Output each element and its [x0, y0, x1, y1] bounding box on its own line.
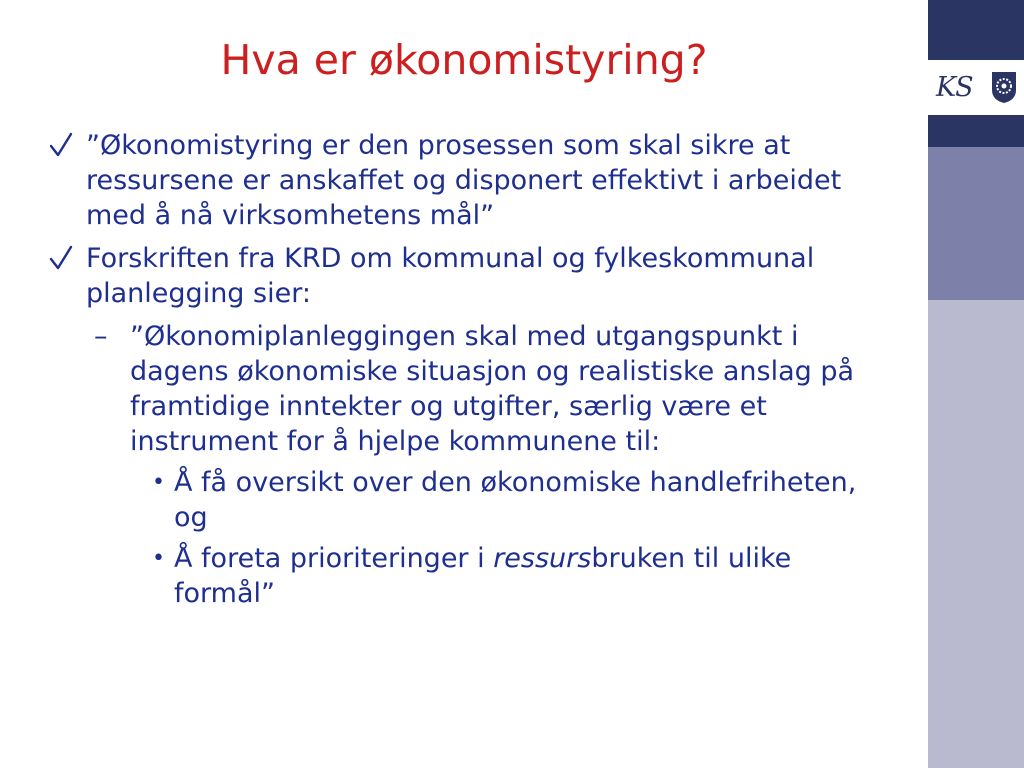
- slide-content: [48, 128, 878, 617]
- checkmark-icon: [48, 130, 74, 160]
- sub-sub-bullet-text-start: Å foreta prioriteringer i: [174, 543, 494, 574]
- bullet-text: Forskriften fra KRD om kommunal og fylkeskommunal planlegging sier:: [86, 243, 815, 309]
- logo-text: KS: [936, 72, 973, 103]
- sub-sub-bullet-text: Å få oversikt over den økonomiske handlefriheten, og: [174, 467, 857, 533]
- sidebar-band-top: [928, 0, 1024, 60]
- sidebar-band-light: [928, 300, 1024, 768]
- italic-word: ressurs: [493, 543, 592, 574]
- bullet-definition: [48, 128, 878, 233]
- ks-logo: [932, 68, 1022, 108]
- ks-seal-icon: [988, 70, 1020, 104]
- checkmark-icon: [48, 243, 74, 273]
- decorative-sidebar: [928, 0, 1024, 768]
- sub-sub-bullet-priorities: [48, 541, 878, 611]
- dot-marker: •: [152, 546, 165, 571]
- slide-title: Hva er økonomistyring?: [220, 36, 708, 84]
- bullet-regulation: [48, 241, 878, 311]
- sub-bullet-quote: [48, 319, 878, 459]
- bullet-text: ”Økonomistyring er den prosessen som skal sikre at ressursene er anskaffet og disponert effektivt i arbeidet med å nå virksomhetens mål”: [86, 130, 842, 231]
- sub-bullet-text: ”Økonomiplanleggingen skal med utgangspunkt i dagens økonomiske situasjon og realistiske anslag på framtidige inntekter og utgifter, særlig være et instrument for å hjelpe kommunene til:: [130, 321, 855, 457]
- logo-area: [928, 60, 1024, 115]
- sidebar-band-dark: [928, 115, 1024, 147]
- dot-marker: •: [152, 470, 165, 495]
- dash-marker: –: [94, 321, 108, 352]
- sub-sub-bullet-overview: [48, 465, 878, 535]
- sub-sub-bullet-text-end: bruken til ulike formål”: [174, 543, 792, 609]
- sidebar-band-mid: [928, 147, 1024, 300]
